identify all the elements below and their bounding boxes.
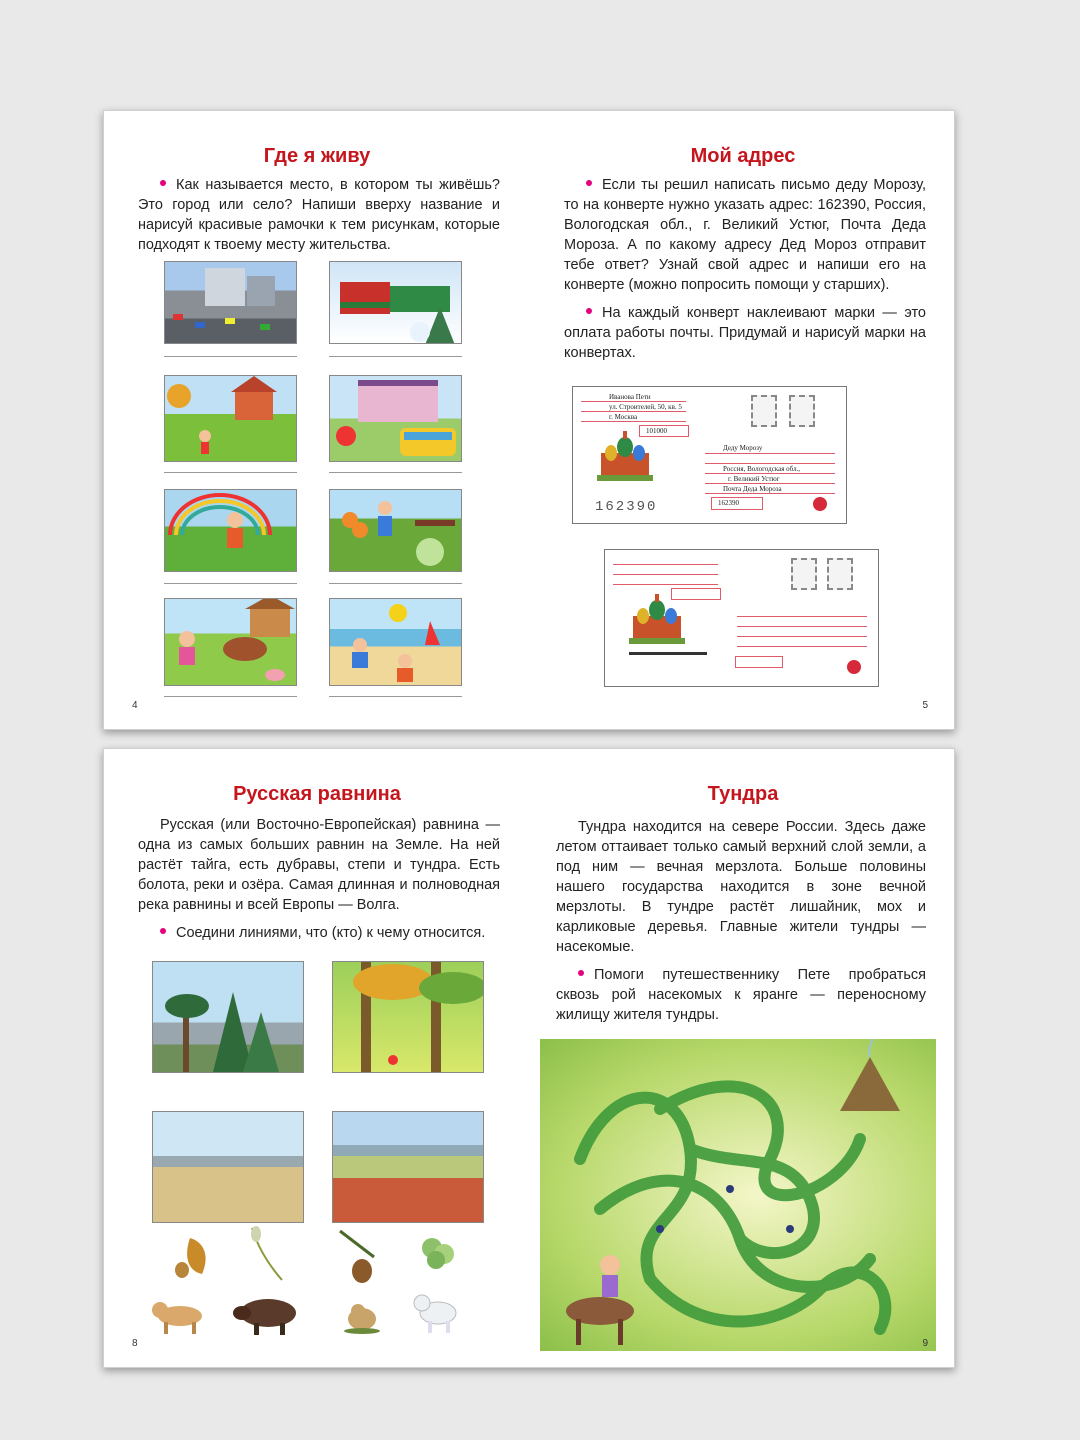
steppe-picture	[152, 1111, 304, 1223]
page-title: Мой адрес	[690, 145, 796, 167]
answer-line[interactable]	[164, 472, 297, 473]
address-line	[581, 401, 686, 402]
stamp-placeholder[interactable]	[789, 395, 815, 427]
filled-envelope	[572, 386, 847, 524]
address-line	[705, 473, 835, 474]
sender-name: Иванова Пети	[609, 393, 651, 401]
empty-envelope	[604, 549, 879, 687]
page-title: Где я живу	[263, 145, 371, 167]
bullet-dot	[586, 180, 592, 186]
garden-illustration	[330, 490, 462, 572]
page-9	[530, 749, 956, 1367]
bullet-item: Если ты решил написать письмо деду Морозу, то на конверте нужно указать адрес: 162390, Россия, Вологодская обл., г. Великий Устюг, Почта Деда Мороза. А по какому адресу Дед Мороз отправит тебе ответ? Узнай свой адрес и напиши его на конверте (можно попросить помощи у старших).	[564, 177, 926, 293]
paragraph: Тундра находится на севере России. Здесь даже летом оттаивает только самый верхний слой земли, а под ним — вечная мерзлота. Больше половины нашего государства находится в зоне вечной мерзлоты. В тундре растёт лишайник, мох и карликовые деревья. Главные жители тундры — насекомые.	[556, 819, 926, 955]
address-line[interactable]	[613, 574, 718, 575]
sender-city: г. Москва	[609, 413, 638, 421]
address-line[interactable]	[737, 636, 867, 637]
village-illustration	[165, 376, 297, 462]
emblem-icon	[845, 658, 863, 678]
taiga-illustration	[153, 962, 304, 1073]
answer-line[interactable]	[164, 583, 297, 584]
instruction-text	[138, 175, 500, 263]
pine-branch-cone-icon	[334, 1227, 384, 1285]
paragraph: Русская (или Восточно-Европейская) равнина — одна из самых больших равнин на Земле. На ней растёт тайга, есть дубравы, степи и тундра. Есть болота, реки и озёра. Самая длинная и полноводная река равнины и всей Европы — Волга.	[138, 817, 500, 913]
recipient-index: 162390	[718, 499, 739, 507]
bullet-dot	[160, 180, 166, 186]
page-number: 5	[922, 700, 928, 711]
address-line[interactable]	[613, 564, 718, 565]
stamp-placeholder[interactable]	[751, 395, 777, 427]
kremlin-cathedral-icon	[593, 429, 657, 483]
address-line	[705, 493, 835, 494]
page-5	[530, 111, 956, 729]
answer-line[interactable]	[329, 472, 462, 473]
address-line[interactable]	[737, 616, 867, 617]
page-number: 4	[132, 700, 138, 711]
page-title: Тундра	[707, 783, 779, 805]
rainbow-illustration	[165, 490, 297, 572]
sender-index: 101000	[646, 427, 667, 435]
train-illustration	[330, 262, 462, 344]
recipient-index-box[interactable]	[735, 656, 783, 668]
answer-line[interactable]	[329, 356, 462, 357]
bullet-dot	[578, 970, 584, 976]
lynx-icon	[150, 1294, 210, 1336]
address-line[interactable]	[737, 646, 867, 647]
maze-illustration	[540, 1039, 936, 1351]
beach-picture	[329, 598, 462, 686]
answer-line[interactable]	[164, 696, 297, 697]
bullet-item: Помоги путешественнику Пете пробраться сквозь рой насекомых к яранге — переносному жилищу жителя тундры.	[556, 967, 926, 1023]
town-illustration	[330, 376, 462, 462]
address-line	[581, 411, 686, 412]
winter-train-picture	[329, 261, 462, 344]
recipient-line2: г. Великий Устюг	[728, 475, 780, 483]
address-line	[705, 483, 835, 484]
stamp-placeholder[interactable]	[791, 558, 817, 590]
city-picture	[164, 261, 297, 344]
farm-picture	[164, 598, 297, 686]
farm-illustration	[165, 599, 297, 686]
spread-pages-8-9	[103, 748, 955, 1368]
page-number: 8	[132, 1338, 138, 1349]
description-text	[556, 817, 926, 1033]
page-4	[104, 111, 530, 729]
village-picture	[164, 375, 297, 462]
stamp-placeholder[interactable]	[827, 558, 853, 590]
bullet-item: Как называется место, в котором ты живёшь? Это город или село? Напиши вверху название и нарисуй красивые рамочки к тем рисункам, которые подходят к твоему месту жительства.	[138, 177, 500, 253]
lichen-moss-icon	[420, 1234, 458, 1274]
answer-line[interactable]	[329, 696, 462, 697]
answer-line[interactable]	[164, 356, 297, 357]
page-8	[104, 749, 530, 1367]
instruction-text	[564, 175, 926, 371]
town-bus-picture	[329, 375, 462, 462]
emblem-icon	[811, 495, 829, 515]
taiga-picture	[152, 961, 304, 1073]
maze-picture[interactable]	[540, 1039, 936, 1351]
kremlin-cathedral-icon	[625, 592, 689, 646]
bullet-dot	[586, 308, 592, 314]
rainbow-meadow-picture	[164, 489, 297, 572]
feather-grass-icon	[244, 1224, 290, 1284]
page-number: 9	[922, 1338, 928, 1349]
beach-illustration	[330, 599, 462, 686]
arctic-fox-icon	[410, 1287, 464, 1337]
garden-picture	[329, 489, 462, 572]
oak-leaf-acorn-icon	[170, 1234, 214, 1282]
gopher-icon	[340, 1299, 384, 1335]
recipient-line1: Россия, Вологодская обл.,	[723, 465, 801, 473]
spread-pages-4-5	[103, 110, 955, 730]
recipient-name: Деду Морозу	[723, 444, 763, 452]
address-line[interactable]	[737, 626, 867, 627]
description-text	[138, 815, 500, 951]
tundra-picture	[332, 1111, 484, 1223]
recipient-index-box	[711, 497, 763, 510]
sender-street: ул. Строителей, 50, кв. 5	[609, 403, 682, 411]
address-line	[705, 453, 835, 454]
address-line[interactable]	[613, 584, 718, 585]
bullet-dot	[160, 928, 166, 934]
answer-line[interactable]	[329, 583, 462, 584]
bullet-item: Соедини линиями, что (кто) к чему относится.	[138, 923, 500, 943]
postcode-digits: 162390	[595, 499, 658, 515]
address-line	[581, 421, 686, 422]
oak-forest-illustration	[333, 962, 484, 1073]
bullet-item: На каждый конверт наклеивают марки — это оплата работы почты. Придумай и нарисуй марки на конвертах.	[564, 305, 926, 361]
city-illustration	[165, 262, 297, 344]
recipient-line3: Почта Деда Мороза	[723, 485, 782, 493]
postcode-grid[interactable]	[629, 652, 707, 671]
address-line	[705, 463, 835, 464]
wild-boar-icon	[232, 1289, 304, 1337]
page-title: Русская равнина	[233, 783, 401, 805]
oak-forest-picture	[332, 961, 484, 1073]
